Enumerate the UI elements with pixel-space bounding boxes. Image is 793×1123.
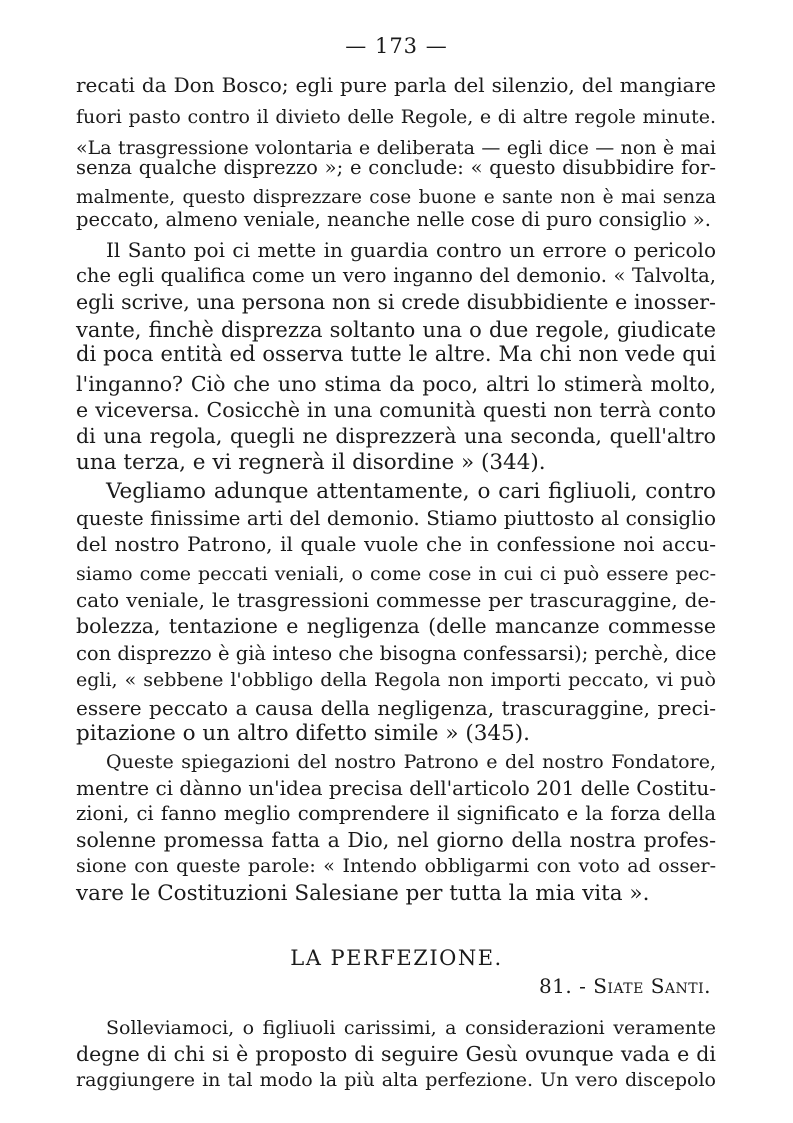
text-line: «La trasgressione volontaria e deliberata — egli dice — non è mai <box>76 137 716 159</box>
text-line: Solleviamoci, o figliuoli carissimi, a considerazioni veramente <box>106 1017 716 1039</box>
text-line: siamo come peccati veniali, o come cose in cui ci può essere pec- <box>76 563 716 585</box>
text-line: Il Santo poi ci mette in guardia contro un errore o pericolo <box>106 238 716 262</box>
text-line: l'inganno? Ciò che uno stima da poco, altri lo stimerà molto, <box>76 372 716 396</box>
text-line: senza qualche disprezzo »; e conclude: « questo disubbidire for- <box>76 156 716 179</box>
text-line: bolezza, tentazione e negligenza (delle mancanze commesse <box>76 614 716 638</box>
text-line: egli scrive, una persona non si crede disubbidiente e inosser- <box>76 290 716 314</box>
page-number: — 173 — <box>345 34 448 58</box>
text-line: essere peccato a causa della negligenza, trascuraggine, preci- <box>76 696 716 720</box>
text-line: Queste spiegazioni del nostro Patrono e del nostro Fondatore, <box>106 751 716 773</box>
text-line: vante, finchè disprezza soltanto una o due regole, giudicate <box>76 318 716 342</box>
subsection-title: Siate Santi. <box>593 974 711 998</box>
text-line: vare le Costituzioni Salesiane per tutta la mia vita ». <box>76 881 650 906</box>
text-line: queste finissime arti del demonio. Stiamo piuttosto al consiglio <box>76 506 716 530</box>
text-line: solenne promessa fatta a Dio, nel giorno della nostra profes- <box>76 828 716 852</box>
text-line: sione con queste parole: « Intendo obbligarmi con voto ad osser- <box>76 855 716 877</box>
text-line: peccato, almeno veniale, neanche nelle cose di puro consiglio ». <box>76 208 711 231</box>
text-line: zioni, ci fanno meglio comprendere il significato e la forza della <box>76 802 716 825</box>
text-line: raggiungere in tal modo la più alta perfezione. Un vero discepolo <box>76 1069 716 1091</box>
text-line: con disprezzo è già inteso che bisogna confessarsi); perchè, dice <box>76 642 717 665</box>
text-line: e viceversa. Cosicchè in una comunità questi non terrà conto <box>76 398 716 422</box>
text-line: recati da Don Bosco; egli pure parla del silenzio, del mangiare <box>76 73 716 97</box>
text-line: che egli qualifica come un vero inganno del demonio. « Talvolta, <box>76 264 716 287</box>
subsection-number: 81. - <box>538 974 587 998</box>
text-line: degne di chi si è proposto di seguire Gesù ovunque vada e di <box>76 1042 716 1066</box>
text-line: di poca entità ed osserva tutte le altre. Ma chi non vede qui <box>76 342 716 366</box>
text-line: malmente, questo disprezzare cose buone e sante non è mai senza <box>76 187 716 208</box>
text-line: mentre ci dànno un'idea precisa dell'articolo 201 delle Costitu- <box>76 776 716 800</box>
text-line: una terza, e vi regnerà il disordine » (344). <box>76 450 546 475</box>
text-line: fuori pasto contro il divieto delle Regole, e di altre regole minute. <box>76 106 716 128</box>
subsection-heading <box>539 974 711 998</box>
text-line: Vegliamo adunque attentamente, o cari figliuoli, contro <box>106 479 716 504</box>
text-line: egli, « sebbene l'obbligo della Regola non importi peccato, vi può <box>76 669 716 691</box>
text-line: pitazione o un altro difetto simile » (345). <box>76 721 530 746</box>
text-line: di una regola, quegli ne disprezzerà una seconda, quell'altro <box>76 424 716 448</box>
section-title: LA PERFEZIONE. <box>290 946 503 970</box>
text-line: cato veniale, le trasgressioni commesse per trascuraggine, de- <box>76 588 716 612</box>
text-line: del nostro Patrono, il quale vuole che in confessione noi accu- <box>76 532 716 556</box>
